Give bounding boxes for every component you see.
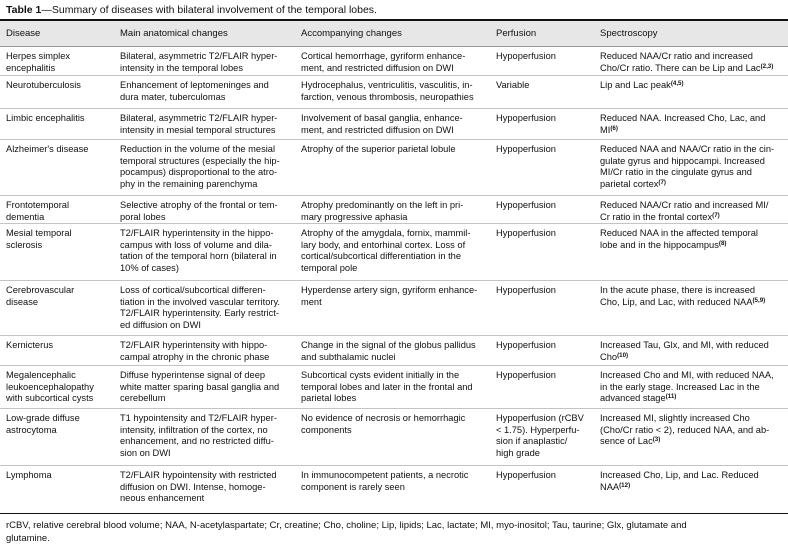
reference-superscript: (7) (712, 211, 720, 219)
cell-accompanying (301, 370, 491, 405)
cell-line: ed diffusion on DWI (120, 319, 201, 330)
cell-line: Low-grade diffuse (6, 413, 80, 423)
cell-line: No evidence of necrosis or hemorrhagic (301, 413, 466, 423)
cell-accompanying (301, 285, 491, 308)
cell-line: mary progressive aphasia (301, 211, 408, 222)
cell-anatomical (120, 228, 296, 274)
cell-anatomical (120, 340, 296, 363)
cell-line: sclerosis (6, 239, 43, 250)
cell-line: astrocytoma (6, 424, 57, 435)
header-disease: Disease (6, 28, 41, 39)
cell-accompanying (301, 340, 491, 363)
cell-line: ment, and restricted diffusion on DWI (301, 62, 454, 73)
cell-line: Increased Cho, Lip, and Lac. Reduced (600, 470, 759, 480)
cell-spectroscopy (600, 340, 786, 363)
cell-line: Hypoperfusion (496, 51, 556, 61)
cell-line: Cho, Lip, and Lac, with reduced NAA$^{(5,9)}$ (600, 296, 766, 307)
cell-line: T1 hypointensity and T2/FLAIR hyper- (120, 413, 277, 423)
row-divider (0, 195, 788, 196)
cell-line: T2/FLAIR hyperintensity with hippo- (120, 340, 268, 350)
cell-disease (6, 340, 114, 352)
cell-line: temporal structures (especially the hip- (120, 155, 280, 166)
cell-line: Increased MI, slightly increased Cho (600, 413, 750, 423)
footnote-line: glutamine. (6, 532, 50, 544)
cell-line: advanced stage$^{(11)}$ (600, 393, 677, 404)
cell-line: Cr ratio in the frontal cortex$^{(7)}$ (600, 211, 720, 222)
cell-line: Reduced NAA and NAA/Cr ratio in the cin- (600, 144, 775, 154)
cell-anatomical (120, 413, 296, 459)
cell-accompanying (301, 470, 491, 493)
cell-disease (6, 113, 114, 125)
cell-line: component is rarely seen (301, 481, 405, 492)
cell-line: Atrophy predominantly on the left in pri- (301, 200, 464, 210)
cell-spectroscopy (600, 285, 786, 308)
cell-line: Hypoperfusion (rCBV (496, 413, 584, 423)
cell-perfusion (496, 113, 596, 125)
cell-line: Lip and Lac peak$^{(4,5)}$ (600, 80, 684, 90)
cell-accompanying (301, 413, 491, 436)
cell-spectroscopy (600, 370, 786, 405)
cell-line: MI/Cr ratio in the cingulate gyrus and (600, 167, 752, 178)
cell-line: and subthalamic nuclei (301, 351, 396, 362)
cell-line: Involvement of basal ganglia, enhance- (301, 113, 463, 123)
cell-perfusion (496, 80, 596, 92)
cell-line: neous enhancement (120, 493, 205, 504)
cell-spectroscopy (600, 200, 786, 223)
cell-disease (6, 470, 114, 482)
caption-label: Table 1 (6, 4, 42, 16)
cell-line: temporal pole (301, 262, 358, 273)
cell-line: Reduced NAA/Cr ratio and increased (600, 51, 753, 61)
cell-accompanying (301, 228, 491, 274)
row-divider (0, 139, 788, 140)
cell-anatomical (120, 370, 296, 405)
cell-spectroscopy (600, 144, 786, 190)
cell-line: lary body, and entorhinal cortex. Loss of (301, 239, 466, 250)
cell-line: Hyperdense artery sign, gyriform enhance- (301, 285, 478, 295)
cell-line: dementia (6, 211, 45, 222)
cell-line: Megalencephalic (6, 370, 76, 380)
cell-line: Herpes simplex (6, 51, 71, 61)
cell-perfusion (496, 228, 596, 240)
cell-line: Cho$^{(10)}$ (600, 351, 629, 362)
reference-superscript: (6) (610, 124, 618, 132)
cell-accompanying (301, 51, 491, 74)
row-divider (0, 108, 788, 109)
cell-anatomical (120, 51, 296, 74)
cell-spectroscopy (600, 228, 786, 251)
cell-line: Limbic encephalitis (6, 113, 85, 123)
cell-line: pocampus) disproportional to the atro- (120, 167, 278, 178)
cell-line: Enhancement of leptomeninges and (120, 80, 269, 90)
cell-perfusion (496, 200, 596, 212)
cell-spectroscopy (600, 470, 786, 493)
cell-line: Cortical hemorrhage, gyriform enhance- (301, 51, 466, 61)
cell-line: NAA$^{(12)}$ (600, 481, 631, 492)
reference-superscript: (12) (619, 481, 631, 489)
bottom-rule (0, 513, 788, 514)
cell-line: Diffuse hyperintense signal of deep (120, 370, 266, 380)
cell-line: Hypoperfusion (496, 340, 556, 350)
cell-perfusion (496, 51, 596, 63)
header-perfusion: Perfusion (496, 28, 537, 39)
cell-perfusion (496, 285, 596, 297)
cell-line: T2/FLAIR hyperintensity in the hippo- (120, 228, 274, 238)
cell-line: components (301, 424, 352, 435)
cell-line: parietal lobes (301, 393, 357, 404)
reference-superscript: (11) (665, 393, 677, 401)
row-divider (0, 280, 788, 281)
cell-line: MI$^{(6)}$ (600, 124, 618, 135)
cell-line: encephalitis (6, 62, 56, 73)
cell-line: campal atrophy in the chronic phase (120, 351, 270, 362)
cell-line: Hypoperfusion (496, 470, 556, 480)
cell-line: parietal cortex$^{(7)}$ (600, 178, 666, 189)
cell-line: high grade (496, 447, 540, 458)
cell-line: < 1.75). Hyperperfu- (496, 424, 580, 435)
cell-line: Change in the signal of the globus pallidus (301, 340, 476, 350)
cell-line: white matter sparing basal ganglia and (120, 381, 280, 392)
reference-superscript: (2,3) (760, 62, 774, 70)
cell-spectroscopy (600, 113, 786, 136)
cell-accompanying (301, 80, 491, 103)
cell-spectroscopy (600, 80, 786, 92)
cell-line: sion if anaplastic/ (496, 436, 568, 447)
cell-line: T2/FLAIR hyperintensity. Early restrict- (120, 308, 279, 319)
table-footnote (6, 520, 786, 545)
cell-line: Hydrocephalus, ventriculitis, vasculitis, in- (301, 80, 473, 90)
reference-superscript: (3) (652, 436, 661, 444)
cell-disease (6, 285, 114, 308)
cell-line: sion on DWI (120, 447, 171, 458)
cell-line: Increased Cho and MI, with reduced NAA, (600, 370, 774, 380)
cell-line: gulate gyrus and hippocampi. Increased (600, 155, 765, 166)
row-divider (0, 75, 788, 76)
cell-line: Hypoperfusion (496, 228, 556, 238)
cell-line: Hypoperfusion (496, 200, 556, 210)
cell-line: tation of the temporal horn (bilateral in (120, 251, 277, 262)
cell-anatomical (120, 80, 296, 103)
reference-superscript: (10) (617, 351, 629, 359)
cell-line: Variable (496, 80, 530, 90)
cell-line: Atrophy of the superior parietal lobule (301, 144, 456, 154)
footnote-line: rCBV, relative cerebral blood volume; NAA, N-acetylaspartate; Cr, creatine; Cho, choline; Lip, lipids; Lac, lactate; MI, myo-inositol; Tau, taurine; Glx, glutamate and (6, 520, 687, 531)
cell-line: Reduced NAA/Cr ratio and increased MI/ (600, 200, 769, 210)
cell-line: lobe and in the hippocampus$^{(8)}$ (600, 239, 727, 250)
cell-line: intensity in mesial temporal structures (120, 124, 276, 135)
cell-line: T2/FLAIR hypointensity with restricted (120, 470, 277, 480)
cell-line: intensity in the temporal lobes (120, 62, 243, 73)
cell-line: Neurotuberculosis (6, 80, 81, 90)
cell-line: 10% of cases) (120, 262, 179, 273)
cell-line: Hypoperfusion (496, 113, 556, 123)
cell-disease (6, 144, 114, 156)
cell-anatomical (120, 470, 296, 505)
header-anatomical: Main anatomical changes (120, 28, 228, 39)
cell-line: Reduction in the volume of the mesial (120, 144, 276, 154)
cell-line: dura mater, tuberculomas (120, 91, 226, 102)
cell-line: Cho/Cr ratio. There can be Lip and Lac$^{(2,3)}$ (600, 62, 774, 73)
cell-line: farction, venous thrombosis, neuropathies (301, 91, 474, 102)
cell-disease (6, 413, 114, 436)
cell-accompanying (301, 113, 491, 136)
cell-line: Kernicterus (6, 340, 54, 350)
cell-line: ment, and restricted diffusion on DWI (301, 124, 454, 135)
cell-line: Reduced NAA. Increased Cho, Lac, and (600, 113, 766, 123)
cell-line: Alzheimer's disease (6, 144, 89, 154)
cell-perfusion (496, 470, 596, 482)
reference-superscript: (5,9) (752, 296, 766, 304)
cell-line: Lymphoma (6, 470, 52, 480)
cell-line: disease (6, 296, 39, 307)
cell-anatomical (120, 200, 296, 223)
row-divider (0, 335, 788, 336)
cell-line: Cerebrovascular (6, 285, 75, 295)
cell-line: cerebellum (120, 393, 166, 404)
cell-anatomical (120, 285, 296, 331)
cell-line: Subcortical cysts evident initially in the (301, 370, 460, 380)
cell-spectroscopy (600, 413, 786, 448)
cell-line: Bilateral, asymmetric T2/FLAIR hyper- (120, 113, 278, 123)
cell-line: Selective atrophy of the frontal or tem- (120, 200, 278, 210)
cell-line: poral lobes (120, 211, 166, 222)
cell-disease (6, 370, 114, 405)
cell-anatomical (120, 144, 296, 190)
caption-text: —Summary of diseases with bilateral involvement of the temporal lobes. (41, 4, 377, 16)
row-divider (0, 365, 788, 366)
cell-line: enhancement, and no restricted diffu- (120, 436, 274, 447)
cell-line: intensity, infiltration of the cortex, no (120, 424, 268, 435)
cell-line: leukoencephalopathy (6, 381, 94, 392)
row-divider (0, 408, 788, 409)
cell-anatomical (120, 113, 296, 136)
cell-line: Bilateral, asymmetric T2/FLAIR hyper- (120, 51, 278, 61)
cell-line: diffusion on DWI. Intense, homoge- (120, 481, 266, 492)
row-divider (0, 465, 788, 466)
cell-line: with subcortical cysts (6, 393, 94, 404)
reference-superscript: (4,5) (670, 80, 684, 87)
cell-line: In immunocompetent patients, a necrotic (301, 470, 469, 480)
cell-disease (6, 51, 114, 74)
cell-accompanying (301, 144, 491, 156)
cell-line: Hypoperfusion (496, 370, 556, 380)
reference-superscript: (8) (718, 239, 727, 247)
cell-disease (6, 80, 114, 92)
cell-line: In the acute phase, there is increased (600, 285, 756, 295)
cell-line: Mesial temporal (6, 228, 72, 238)
cell-line: phy in the remaining parenchyma (120, 178, 258, 189)
header-spectroscopy: Spectroscopy (600, 28, 658, 39)
cell-line: in the early stage. Increased Lac in the (600, 381, 760, 392)
cell-line: tiation in the involved vascular territory. (120, 296, 281, 307)
cell-line: (Cho/Cr ratio < 2), reduced NAA, and ab- (600, 424, 770, 435)
cell-line: Atrophy of the amygdala, fornix, mammil- (301, 228, 471, 238)
reference-superscript: (7) (658, 178, 666, 186)
cell-line: Hypoperfusion (496, 285, 556, 295)
cell-line: temporal lobes and later in the frontal and (301, 381, 473, 392)
cell-line: cortical/subcortical differentiation in the (301, 251, 462, 262)
cell-spectroscopy (600, 51, 786, 74)
cell-perfusion (496, 413, 596, 459)
cell-accompanying (301, 200, 491, 223)
cell-perfusion (496, 144, 596, 156)
cell-line: sence of Lac$^{(3)}$ (600, 436, 661, 447)
cell-line: Loss of cortical/subcortical differen- (120, 285, 266, 295)
header-accompanying: Accompanying changes (301, 28, 402, 39)
cell-disease (6, 200, 114, 223)
cell-line: campus with loss of volume and dila- (120, 239, 272, 250)
cell-perfusion (496, 370, 596, 382)
cell-line: Frontotemporal (6, 200, 70, 210)
row-divider (0, 223, 788, 224)
cell-line: Reduced NAA in the affected temporal (600, 228, 758, 238)
cell-disease (6, 228, 114, 251)
cell-line: ment (301, 296, 322, 307)
cell-perfusion (496, 340, 596, 352)
cell-line: Hypoperfusion (496, 144, 556, 154)
table-caption (6, 4, 377, 16)
cell-line: Increased Tau, Glx, and MI, with reduced (600, 340, 769, 350)
